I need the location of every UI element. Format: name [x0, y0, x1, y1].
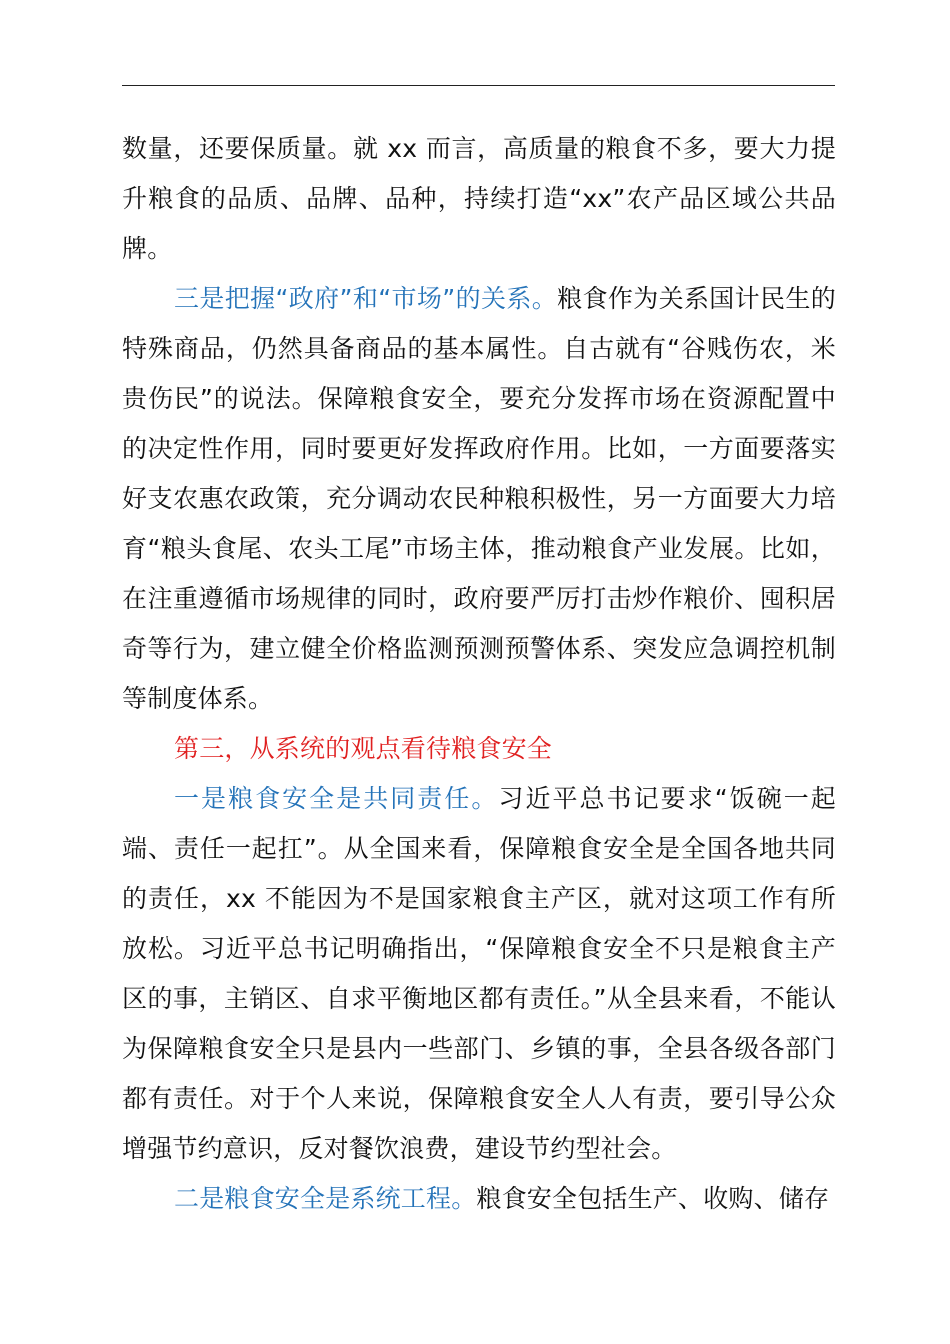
paragraph-heading: 三是把握“政府”和“市场”的关系。	[174, 284, 558, 313]
header-rule	[122, 85, 835, 86]
paragraph-text: 粮食作为关系国计民生的特殊商品，仍然具备商品的基本属性。自古就有“谷贱伤农，米贵伤民”的说法。保障粮食安全，要充分发挥市场在资源配置中的决定性作用，同时要更好发挥政府作用。比如，一方面要落实好支农惠农政策，充分调动农民种粮积极性，另一方面要大力培育“粮头食尾、农头工尾”市场主体，推动粮食产业发展。比如，在注重遵循市场规律的同时，政府要严厉打击炒作粮价、囤积居奇等行为，建立健全价格监测预测预警体系、突发应急调控机制等制度体系。	[122, 284, 836, 713]
section-title: 第三，从系统的观点看待粮食安全	[174, 734, 553, 763]
paragraph-text: 数量，还要保质量。就 xx 而言，高质量的粮食不多，要大力提升粮食的品质、品牌、品种，持续打造“xx”农产品区域公共品牌。	[122, 134, 836, 263]
paragraph-heading: 二是粮食安全是系统工程。	[174, 1184, 477, 1213]
paragraph-text: 粮食安全包括生产、收购、储存	[476, 1184, 830, 1213]
document-body	[122, 124, 836, 1224]
paragraph-systems-engineering	[122, 1174, 836, 1224]
paragraph-continuation	[122, 124, 836, 274]
paragraph-text: 习近平总书记要求“饭碗一起端、责任一起扛”。从全国来看，保障粮食安全是全国各地共同的责任，xx 不能因为不是国家粮食主产区，就对这项工作有所放松。习近平总书记明确指出，“保障粮食安全不只是粮食主产区的事，主销区、自求平衡地区都有责任。”从全县来看，不能认为保障粮食安全只是县内一些部门、乡镇的事，全县各级各部门都有责任。对于个人来说，保障粮食安全人人有责，要引导公众增强节约意识，反对餐饮浪费，建设节约型社会。	[122, 784, 836, 1163]
paragraph-heading: 一是粮食安全是共同责任。	[174, 784, 499, 813]
paragraph-shared-responsibility	[122, 774, 836, 1174]
paragraph-government-market	[122, 274, 836, 724]
